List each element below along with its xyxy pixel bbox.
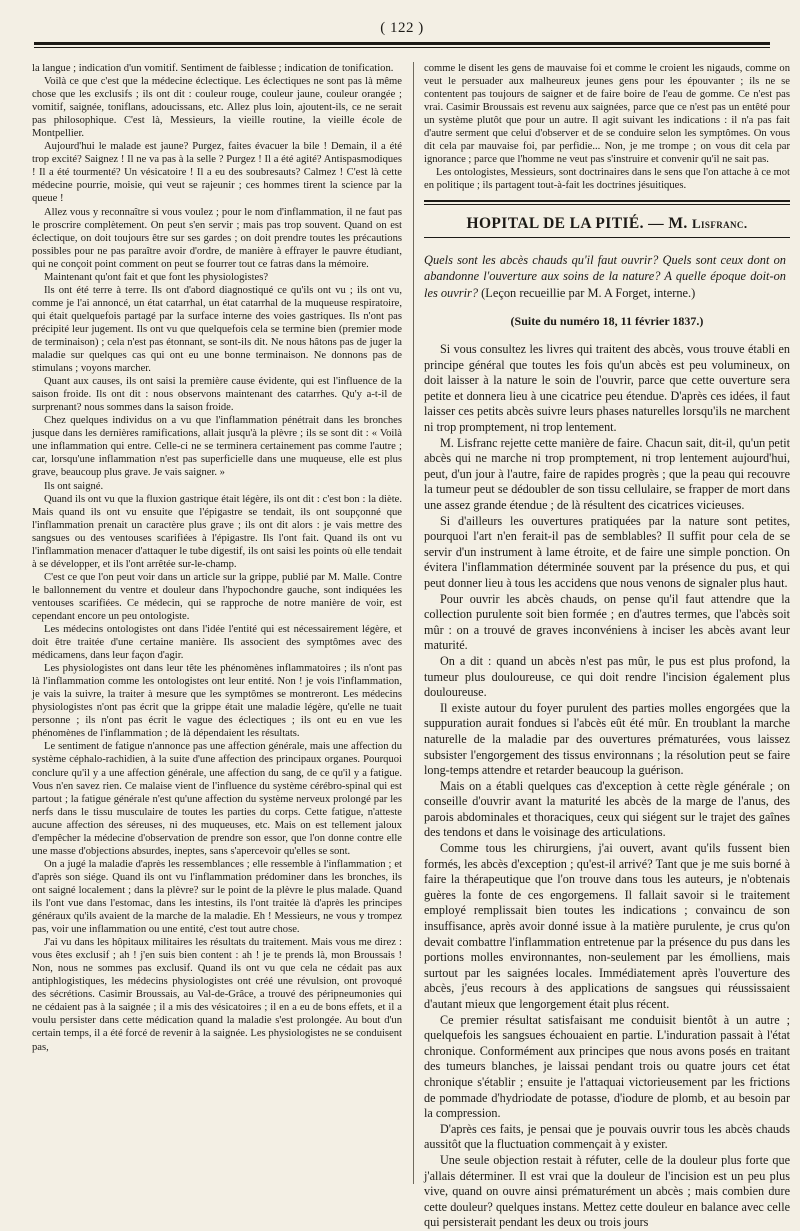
- paragraph: C'est ce que l'on peut voir dans un article sur la grippe, publié par M. Malle. Contre le ballonnement du ventre et douleur dans l'hypochondre gauche, sont indiquées les ventouses scarifiées. Ce médecin, qui se rapproche de notre manière de voir, est cependant encore un peu ontologiste.: [32, 571, 402, 622]
- article-body: [424, 342, 790, 1231]
- paragraph: Comme tous les chirurgiens, j'ai ouvert, avant qu'ils fussent bien formés, les abcès d'exception ; qu'est-il arrivé? Tant que je me suis borné à faire la thérapeutique que l'on trouve dans tous les auteurs, je n'obtenais guères la fonte de ces engorgemens. Il fallait savoir si le traitement employé remplissait bien toutes les indications ; convaincu de son insuffisance, après avoir donné issue à la matière purulente, je crus qu'on devait combattre l'inflammation entretenue par la présence du pus dans les portions molles environnantes, non-seulement par les émolliens, mais surtout par les saignées locales. Immédiatement après l'ouverture des abcès, j'eus recours à des applications de sangsues qui réussissaient d'autant mieux que lengorgement était plus récent.: [424, 841, 790, 1011]
- paragraph: J'ai vu dans les hôpitaux militaires les résultats du traitement. Mais vous me direz : vous êtes exclusif ; ah ! j'en suis bien content : ah ! je te prends là, mon Broussais ! Non, nous ne sommes pas exclusif. Quand ils ont vu que cela ne cédait pas aux antiphlogistiques, les médecins physiologistes ont créé une révulsion, ont provoqué des sécrétions. Casimir Broussais, au Val-de-Grâce, a trouvé des péripneumonies qui ne cédaient pas à la saignée ; il a mis des vésicatoires ; il en a eu de bons effets, et il a voulu persister dans cette médication quand la maladie s'est prolongée. Au bout d'un certain temps, il a été forcé de revenir à la saignée. Les physiologistes ne se conduisent pas,: [32, 937, 402, 1053]
- paragraph: Ils ont saigné.: [44, 480, 104, 492]
- paragraph: On a dit : quand un abcès n'est pas mûr, le pus est plus profond, la tumeur plus douloureuse, ce qui doit rendre l'incision également plus douloureuse.: [424, 653, 790, 700]
- paragraph: Les ontologistes, Messieurs, sont doctrinaires dans le sens que l'on attache à ce mot en politique ; ils partagent tout-à-fait les doctrines jésuitiques.: [424, 167, 790, 192]
- paragraph: Si d'ailleurs les ouvertures pratiquées par la nature sont petites, pourquoi l'art n'en ferait-il pas de semblables? Il suffit pour cela de se servir d'un instrument à lame étroite, et de faire une simple ponction. On évitera l'inflammation déterminée souvent par la présence du pus, et qui peut donner lieu à tous les accidens que nous venons de signaler plus haut.: [424, 513, 790, 590]
- paragraph: Il existe autour du foyer purulent des parties molles engorgées que la suppuration aurait fondues si l'abcès eût été mûr. En troublant la marche naturelle de la maladie par des ouvertures prématurées, vous laissez subsister l'engorgement des tissus environnans ; la résolution peut se faire long-temps attendre et retarder beaucoup la guérison.: [424, 700, 790, 778]
- paragraph: On a jugé la maladie d'après les ressemblances ; elle ressemble à l'inflammation ; et d'après son siége. Quand ils ont vu l'inflammation prédominer dans les bronches, ils ont saigné localement ; dans la plèvre? sur le point de la plèvre le plus malade. Quand ils l'ont vue dans l'estomac, dans les intestins, ils l'ont traitée là d'après les principes généraux qu'ils avaient de la marche de la maladie. Eh ! Messieurs, ne vous y trompez pas, voir une inflammation ou une entité, c'est tout autre chose.: [32, 858, 402, 936]
- paragraph: Le sentiment de fatigue n'annonce pas une affection générale, mais une affection du système céphalo-rachidien, à la suite d'une affection des principaux organes. Pourquoi conclure qu'il y a une affection générale, une affection du sang, de ce qu'il y a fatigue. Vous n'en savez rien. Ce malaise vient de l'influence du système cérébro-spinal qui est partout ; la fatigue générale n'est qu'une affection du système nerveux prolongé par les nerfs dans le tissu musculaire de toutes les parties du corps. Cette fatigue, n'atteste aucune affection des séreuses, ni des muqueuses, etc. Mais on est tellement jaloux d'empêcher la médecine d'observation de prendre son essor, que l'on donne contre elle une masse d'objections absurdes, ineptes, sans s'apercevoir qu'elles se sont.: [32, 741, 402, 857]
- title-rule: [424, 237, 790, 238]
- column-divider: [413, 62, 414, 1184]
- lesson-heading: [424, 252, 786, 302]
- paragraph: Les physiologistes ont dans leur tête les phénomènes inflammatoires ; ils n'ont pas là l'inflammation comme les ontologistes ont leur entité. Non ! je vois l'inflammation, je vais la suivre, la traiter à mesure que les symptômes se montreront. Les médecins physiologistes n'ont pas écrit que la grippe était une maladie légère, qu'elle ne tuait personne ; ils n'ont pas écrit le vague des éclectiques ; ils ont eu en vue les phénomènes de l'inflammation ; de là dépendaient les résultats.: [32, 663, 402, 740]
- header-rule-thin: [34, 47, 770, 48]
- paragraph: Une seule objection restait à réfuter, celle de la douleur plus forte que j'allais déterminer. Il est vrai que la douleur de l'incision est un peu plus vive, quand on ouvre ainsi prématurément un abcès ; mais combien dure cette douleur? quelques instans. Mettez cette douleur en balance avec celle qui persisterait pendant les deux ou trois jours: [424, 1152, 790, 1230]
- header-rule-thick: [34, 42, 770, 45]
- page-number: ( 122 ): [380, 20, 424, 36]
- continuation-note: (Suite du numéro 18, 11 février 1837.): [510, 314, 704, 329]
- paragraph: Chez quelques individus on a vu que l'inflammation pénétrait dans les bronches jusque dans les dernières ramifications, allait jusqu'à la plèvre ; ils se sont dit : « Voilà une inflammation qui entre. Celle-ci ne se terminera certainement pas comme l'autre ; car, lorsqu'une inflammation n'est pas superficielle dans une muqueuse, elle est plus grave, beaucoup plus grave. Je vais saigner. »: [32, 415, 402, 479]
- paragraph: Maintenant qu'ont fait et que font les physiologistes?: [44, 271, 269, 283]
- paragraph: la langue ; indication d'un vomitif. Sentiment de faiblesse ; indication de tonification.: [32, 63, 394, 74]
- paragraph: M. Lisfranc rejette cette manière de faire. Chacun sait, dit-il, qu'un petit abcès qui ne marche ni trop promptement, ni trop lentement aujourd'hui, peut, d'un jour à l'autre, faire de rapides progrès ; que la peau qui recouvre la tumeur peut se dédoubler de son tissu cellulaire, se frapper de mort dans une assez grande étendue ; de là résultent des cicatrices vicieuses.: [424, 435, 790, 512]
- paragraph: D'après ces faits, je pensai que je pouvais ouvrir tous les abcès chauds aussitôt que la fluctuation commençait à y exister.: [424, 1121, 790, 1152]
- left-column: [32, 62, 402, 1187]
- paragraph: Si vous consultez les livres qui traitent des abcès, vous trouve établi en principe général que toutes les fois qu'un abcès est peu volumineux, on doit laisser à la nature le soin de l'ouvrir, parce que cette ouverture sera petite et donnera lieu à une cicatrice peu étendue. D'après ces idées, il faut laisser ces petits abcès suivre leurs phases naturelles lorsqu'ils ne marchent ni trop promptement, ni trop lentement.: [424, 342, 790, 435]
- section-separator: [424, 200, 790, 205]
- page-header: [34, 16, 770, 50]
- paragraph: Allez vous y reconnaître si vous voulez ; pour le nom d'inflammation, il ne faut pas le proscrire complètement. On peut s'en servir ; mais pas trop souvent. Quand on est éclectique, on doit toujours être sur ses gardes ; on doit prendre toutes les précautions possibles pour ne pas paraître avoir d'ordre, de manière à effrayer le pauvre étudiant, qui ne conçoit point comment on peut se fourrer tout ce fatras dans la mémoire.: [32, 206, 402, 270]
- paragraph: Ce premier résultat satisfaisant me conduisit bientôt à un autre ; quelquefois les sangsues échouaient en partie. L'induration passait à l'état chronique. Conformément aux principes que nous avons posés en traitant des tumeurs blanches, je laissai pendant trois ou quatre jours cet état chronique s'établir ; ensuite je l'attaquai victorieusement par les frictions de pommade d'hydriodate de potasse, d'iodure de plomb, et au besoin par la compression.: [424, 1012, 790, 1121]
- paragraph: Voilà ce que c'est que la médecine éclectique. Les éclectiques ne sont pas là même chose que les exclusifs ; ils ont dit : couleur rouge, couleur jaune, couleur orangée ; vomitif, saignée, toniflans, adoucissans, etc. Allez plus loin, ajoutent-ils, ce ne serait pas philosophique. C'est là, Messieurs, la vieille routine, la vieille école de Montpellier.: [32, 76, 402, 140]
- paragraph: Aujourd'hui le malade est jaune? Purgez, faites évacuer la bile ! Demain, il a été trop excité? Saignez ! Il ne va pas à la selle ? Purgez ! Il a été agité? Antispasmodiques ! Il a été tourmenté? Un vésicatoire ! Il a eu des soubresauts? Calmez ! C'est là cette médecine pourrie, moisie, qui veut se rajeunir ; ces hommes tirent la science par la queue !: [32, 141, 402, 205]
- paragraph: Mais on a établi quelques cas d'exception à cette règle générale ; on conseille d'ouvrir avant la maturité les abcès de la marge de l'anus, des parois abdominales et thoraciques, ceux qui siégent sur le trajet des gaînes des tendons et dans le voisinage des articulations.: [424, 778, 790, 840]
- paragraph: Quand ils ont vu que la fluxion gastrique était légère, ils ont dit : c'est bon : la diète. Mais quand ils ont vu ensuite que l'épigastre se tendait, ils ont soupçonné que l'inflammation prenait un caractère plus grave ; ils ont dit alors : je vais mettre des sangsues ou des ventouses scarifiées à l'épigastre. Ils l'ont fait. Quand ils ont vu l'inflammation menacer d'attaquer le tube digestif, ils ont saisi les points où elle tendait à se développer, et ils l'ont arrêtée sur-le-champ.: [32, 493, 402, 570]
- right-column: [424, 62, 790, 1230]
- paragraph: comme le disent les gens de mauvaise foi et comme le croient les nigauds, comme on veut le persuader aux malheureux jeunes gens pour les épouvanter ; ils ne se contentent pas toujours de saigner et de faire boire de l'eau de gomme. Ce n'est pas vrai. Casimir Broussais est revenu aux saignées, parce que ce n'est pas un entêté pour un système plutôt que pour un autre. Il agit suivant les indications : il n'a pas fait d'autre serment que celui d'observer et de se conduire selon les symptômes. On vous dit cela par mauvaise foi, par perfidie... Non, je me trompe ; on vous dit cela par ignorance ; parce que l'homme ne veut pas s'instruire et convenir qu'il ne sait pas.: [424, 63, 790, 166]
- paragraph: Les médecins ontologistes ont dans l'idée l'entité qui est nécessairement légère, et doit être traitée d'une certaine manière. Ils associent des symptômes avec des médicamens, dans leur façon d'agir.: [32, 624, 402, 662]
- lesson-source: (Leçon recueillie par M. A Forget, interne.): [481, 285, 696, 300]
- paragraph: Ils ont été terre à terre. Ils ont d'abord diagnostiqué ce qu'ils ont vu ; ils ont vu, comme je l'ai annoncé, un état catarrhal, un état catarrhal de la muqueuse respiratoire, qui était quelquefois partagé par la surface interne des voies gastriques. Ils n'ont pas précipité leur jugement. Ils ont vu que quelquefois cela se termine bien (premier mode de terminaison) ; cela n'est pas étonnant, se sont-ils dit. Ne nous hâtons pas de juger la maladie sur quelques cas qui ont eu une bonne terminaison. Ne donnons pas de stimulans ; voyons marcher.: [32, 284, 402, 375]
- section-title: [424, 215, 790, 233]
- lesson-question: Quels sont les abcès chauds qu'il faut ouvrir? Quels sont ceux dont on abandonne l'ouverture aux soins de la nature? A quelle époque doit-on les ouvrir?: [424, 252, 786, 300]
- section-author: Lisfranc.: [691, 216, 748, 232]
- section-title-text: HOPITAL DE LA PITIÉ. — M.: [466, 215, 688, 233]
- paragraph: Pour ouvrir les abcès chauds, on pense qu'il faut attendre que la collection purulente soit bien formée ; en d'autres termes, que l'abcès soit mûr : on a trouvé de graves inconvéniens à inciser les abcès avant leur maturité.: [424, 591, 790, 653]
- previous-article-end: [424, 62, 790, 192]
- paragraph: Quant aux causes, ils ont saisi la première cause évidente, qui est l'influence de la saison froide. Ils ont dit : nous observons maintenant des catarrhes. Qu'y a-t-il de surprenant? nous sommes dans la saison froide.: [32, 376, 402, 414]
